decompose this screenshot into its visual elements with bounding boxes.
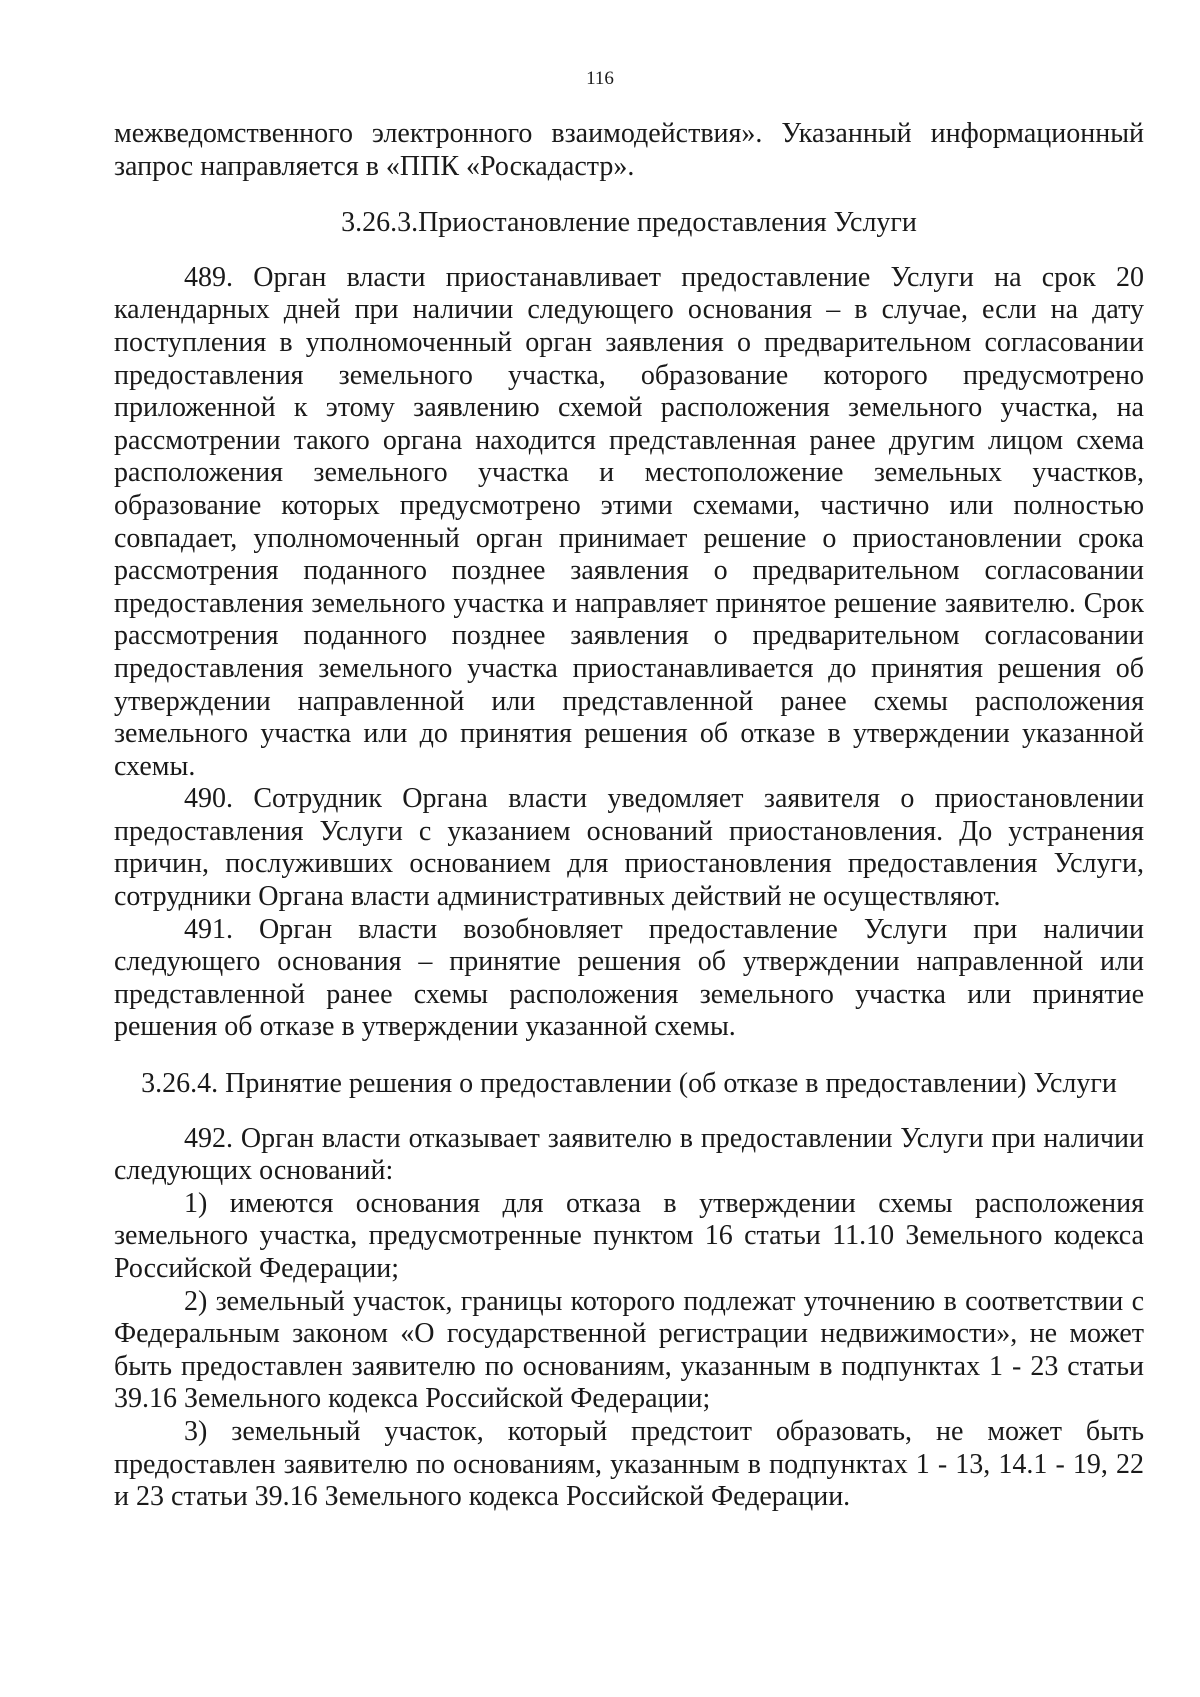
list-item-3: 3) земельный участок, который предстоит образовать, не может быть предоставлен заявителю по основаниям, указанным в подпунктах 1 - 13, 14.1 - 19, 22 и 23 статьи 39.16 Земельного кодекса Российской Федерации. bbox=[114, 1415, 1144, 1513]
list-item-2: 2) земельный участок, границы которого подлежат уточнению в соответствии с Федеральным законом «О государственной регистрации недвижимости», не может быть предоставлен заявителю по основаниям, указанным в подпунктах 1 - 23 статьи 39.16 Земельного кодекса Российской Федерации; bbox=[114, 1285, 1144, 1415]
document-body bbox=[114, 118, 1144, 1514]
paragraph-492: 492. Орган власти отказывает заявителю в предоставлении Услуги при наличии следующих оснований: bbox=[114, 1122, 1144, 1187]
list-item-1: 1) имеются основания для отказа в утверждении схемы расположения земельного участка, предусмотренные пунктом 16 статьи 11.10 Земельного кодекса Российской Федерации; bbox=[114, 1187, 1144, 1284]
paragraph-489: 489. Орган власти приостанавливает предоставление Услуги на срок 20 календарных дней при наличии следующего основания – в случае, если на дату поступления в уполномоченный орган заявления о предварительном согласовании предоставления земельного участка, образование которого предусмотрено приложенной к этому заявлению схемой расположения земельного участка, на рассмотрении такого органа находится представленная ранее другим лицом схема расположения земельного участка и местоположение земельных участков, образование которых предусмотрено этими схемами, частично или полностью совпадает, уполномоченный орган принимает решение о приостановлении срока рассмотрения поданного позднее заявления о предварительном согласовании предоставления земельного участка и направляет принятое решение заявителю. Срок рассмотрения поданного позднее заявления о предварительном согласовании предоставления земельного участка приостанавливается до принятия решения об утверждении направленной или представленной ранее схемы расположения земельного участка или до принятия решения об отказе в утверждении указанной схемы. bbox=[114, 261, 1144, 782]
section-heading-3-26-4: 3.26.4. Принятие решения о предоставлении (об отказе в предоставлении) Услуги bbox=[141, 1068, 1117, 1100]
paragraph-490: 490. Сотрудник Органа власти уведомляет заявителя о приостановлении предоставления Услуги с указанием оснований приостановления. До устранения причин, послуживших основанием для приостановления предоставления Услуги, сотрудники Органа власти административных действий не осуществляют. bbox=[114, 783, 1144, 913]
section-heading-3-26-3: 3.26.3.Приостановление предоставления Услуги bbox=[341, 207, 917, 239]
paragraph-continuation: межведомственного электронного взаимодействия». Указанный информационный запрос направляется в «ППК «Роскадастр». bbox=[114, 118, 1144, 182]
page-number: 116 bbox=[586, 68, 614, 89]
paragraph-491: 491. Орган власти возобновляет предоставление Услуги при наличии следующего основания – принятие решения об утверждении направленной или представленной ранее схемы расположения земельного участка или принятие решения об отказе в утверждении указанной схемы. bbox=[114, 913, 1144, 1043]
